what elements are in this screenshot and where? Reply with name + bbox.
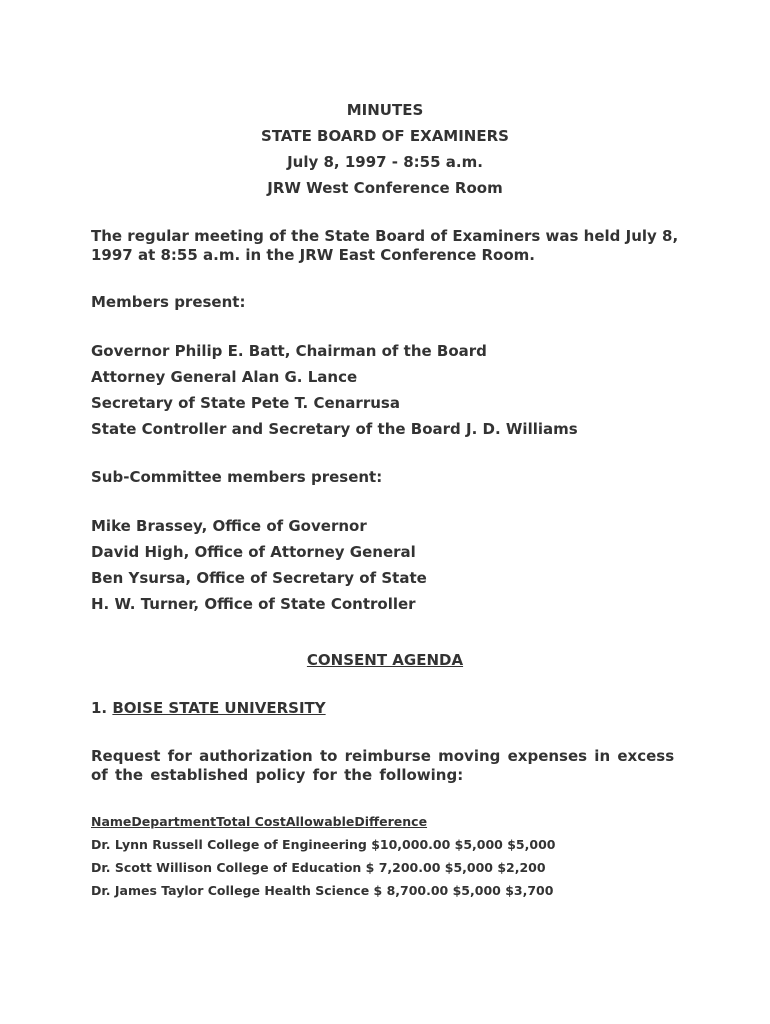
subcommittee-item: David High, Office of Attorney General: [91, 543, 416, 561]
agenda-item-1: [91, 699, 326, 717]
consent-agenda-heading: CONSENT AGENDA: [306, 651, 464, 669]
doc-title-location: JRW West Conference Room: [267, 179, 503, 197]
subcommittee-heading: Sub-Committee members present:: [91, 468, 383, 486]
doc-title-minutes: MINUTES: [346, 101, 424, 119]
request-paragraph: Request for authorization to reimburse moving expenses in excess of the established policy for the following:: [91, 747, 675, 784]
member-item: State Controller and Secretary of the Board J. D. Williams: [91, 420, 578, 438]
intro-paragraph: The regular meeting of the State Board of Examiners was held July 8, 1997 at 8:55 a.m. in the JRW East Conference Room.: [91, 227, 679, 264]
doc-title-date: July 8, 1997 - 8:55 a.m.: [287, 153, 483, 171]
doc-title-board: STATE BOARD OF EXAMINERS: [261, 127, 509, 145]
subcommittee-item: Mike Brassey, Office of Governor: [91, 517, 367, 535]
subcommittee-item: H. W. Turner, Office of State Controller: [91, 595, 416, 613]
table-row: Dr. Scott Willison College of Education $ 7,200.00 $5,000 $2,200: [91, 860, 546, 875]
table-row: Dr. Lynn Russell College of Engineering $10,000.00 $5,000 $5,000: [91, 837, 556, 852]
table-header: NameDepartmentTotal CostAllowableDifference: [91, 814, 428, 829]
subcommittee-item: Ben Ysursa, Office of Secretary of State: [91, 569, 427, 587]
member-item: Attorney General Alan G. Lance: [91, 368, 358, 386]
member-item: Governor Philip E. Batt, Chairman of the Board: [91, 342, 487, 360]
table-row: Dr. James Taylor College Health Science $ 8,700.00 $5,000 $3,700: [91, 883, 554, 898]
agenda-item-number: 1.: [91, 699, 108, 717]
members-heading: Members present:: [91, 293, 246, 311]
member-item: Secretary of State Pete T. Cenarrusa: [91, 394, 400, 412]
agenda-item-title: BOISE STATE UNIVERSITY: [112, 699, 326, 717]
